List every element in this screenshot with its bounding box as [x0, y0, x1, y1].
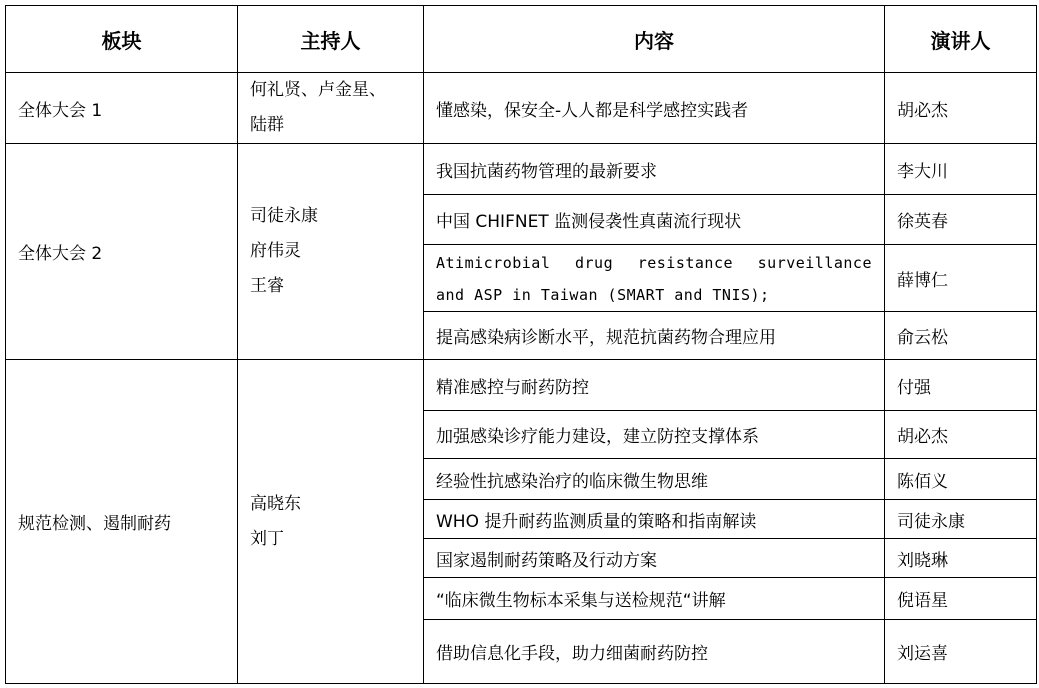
host-name: 刘丁	[250, 528, 284, 549]
content-cell: 加强感染诊疗能力建设，建立防控支撑体系	[424, 411, 885, 459]
host-name: 陆群	[250, 115, 284, 135]
host-name: 府伟灵	[250, 241, 301, 261]
table-row	[6, 144, 1037, 195]
host-cell	[238, 360, 424, 684]
content-cell: 懂感染，保安全-人人都是科学感控实践者	[424, 73, 885, 144]
block-cell: 全体大会 1	[6, 73, 238, 144]
speaker-cell: 付强	[885, 360, 1037, 411]
table-row	[6, 73, 1037, 144]
content-cell: WHO 提升耐药监测质量的策略和指南解读	[424, 500, 885, 539]
content-line: and ASP in Taiwan (SMART and TNIS);	[436, 286, 770, 304]
host-name: 王睿	[250, 276, 284, 296]
table-row	[6, 360, 1037, 411]
speaker-cell: 李大川	[885, 144, 1037, 195]
speaker-cell: 司徒永康	[885, 500, 1037, 539]
speaker-cell: 徐英春	[885, 195, 1037, 245]
schedule-table	[5, 5, 1037, 684]
content-cell: 我国抗菌药物管理的最新要求	[424, 144, 885, 195]
content-cell	[424, 245, 885, 312]
host-name: 何礼贤、卢金星、	[250, 80, 386, 100]
host-cell	[238, 144, 424, 360]
speaker-cell: 刘晓琳	[885, 539, 1037, 578]
header-host: 主持人	[238, 6, 424, 73]
header-row	[6, 6, 1037, 73]
content-cell: “临床微生物标本采集与送检规范“讲解	[424, 578, 885, 620]
content-cell: 国家遏制耐药策略及行动方案	[424, 539, 885, 578]
speaker-cell: 薛博仁	[885, 245, 1037, 312]
content-cell: 经验性抗感染治疗的临床微生物思维	[424, 459, 885, 500]
host-cell	[238, 73, 424, 144]
block-cell: 全体大会 2	[6, 144, 238, 360]
header-speaker: 演讲人	[885, 6, 1037, 73]
content-line: Atimicrobial drug resistance surveillance	[436, 254, 872, 272]
speaker-cell: 胡必杰	[885, 411, 1037, 459]
block-cell: 规范检测、遏制耐药	[6, 360, 238, 684]
host-name: 高晓东	[250, 493, 301, 514]
speaker-cell: 陈佰义	[885, 459, 1037, 500]
host-name: 司徒永康	[250, 206, 318, 226]
speaker-cell: 胡必杰	[885, 73, 1037, 144]
content-cell: 借助信息化手段，助力细菌耐药防控	[424, 620, 885, 684]
speaker-cell: 倪语星	[885, 578, 1037, 620]
content-cell: 中国 CHIFNET 监测侵袭性真菌流行现状	[424, 195, 885, 245]
header-block: 板块	[6, 6, 238, 73]
speaker-cell: 刘运喜	[885, 620, 1037, 684]
speaker-cell: 俞云松	[885, 312, 1037, 360]
content-cell: 提高感染病诊断水平，规范抗菌药物合理应用	[424, 312, 885, 360]
header-content: 内容	[424, 6, 885, 73]
content-cell: 精准感控与耐药防控	[424, 360, 885, 411]
